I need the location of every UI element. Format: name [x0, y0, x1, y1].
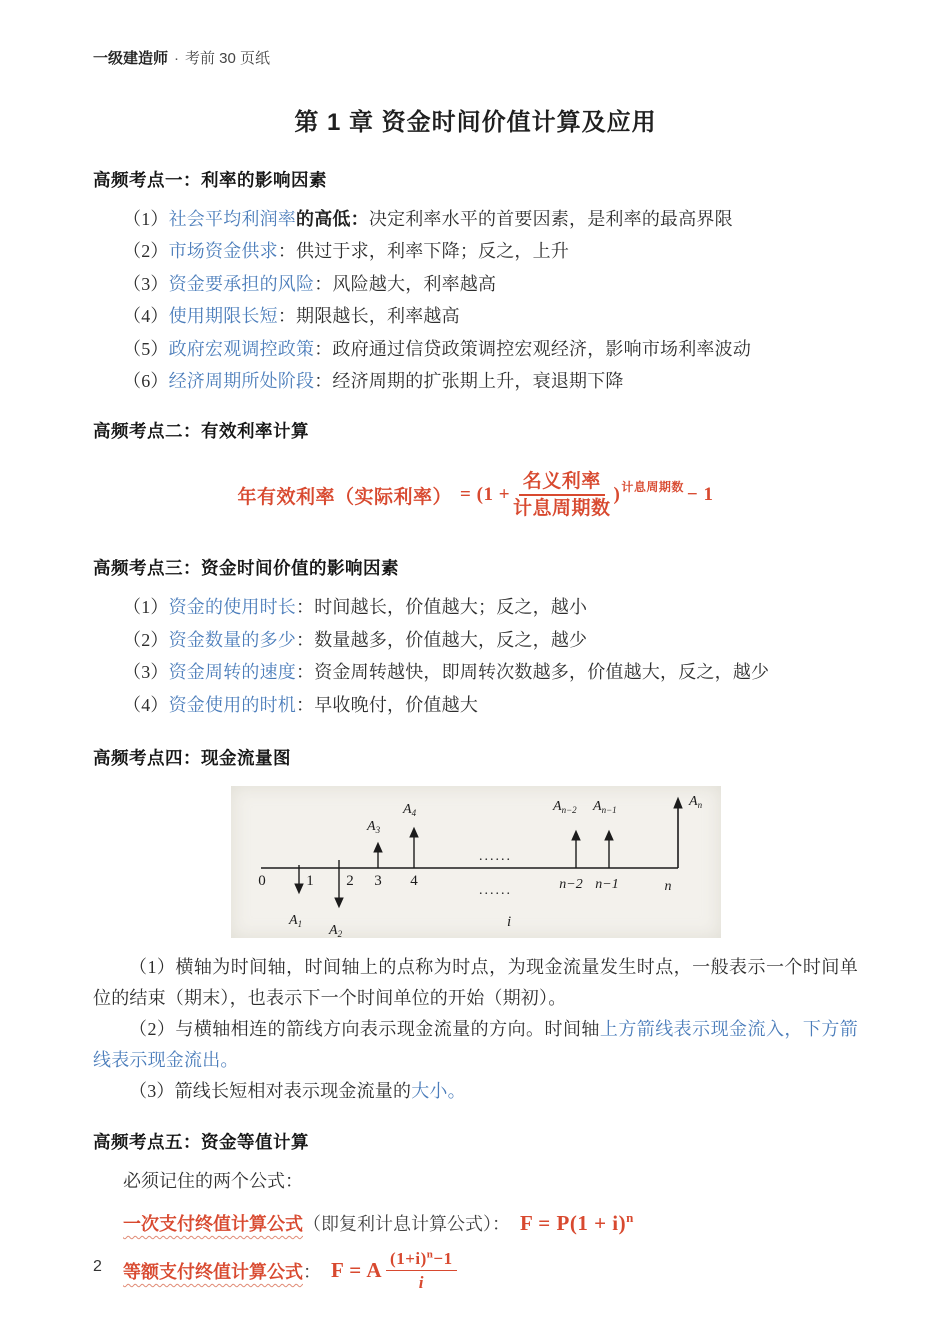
up-arrowhead-a3 — [374, 843, 382, 852]
label-a3: $A_3$ — [366, 819, 380, 836]
section-1-list — [93, 203, 858, 397]
annuity-formula-line — [93, 1248, 858, 1294]
item-number: （3） — [123, 273, 169, 294]
formula-lhs: 年有效利率（实际利率） — [237, 486, 453, 508]
formula-equals: = (1 + — [460, 484, 511, 506]
fraction-denominator: 计息周期数 — [513, 498, 611, 520]
item-number: （5） — [123, 338, 169, 359]
up-arrowhead-an — [674, 798, 682, 808]
formula-term: 一次支付终值计算公式 — [123, 1214, 303, 1235]
list-item: （3）资金要承担的风险：风险越大，利率越高 — [123, 273, 497, 294]
fraction-denominator: i — [418, 1273, 424, 1293]
formula-note: （即复利计息计算公式）： — [303, 1214, 510, 1235]
item-number: （4） — [123, 694, 169, 715]
diagram-notes — [93, 952, 858, 1107]
item-desc: 数量越多，价值越大，反之，越少 — [314, 629, 588, 650]
note-paragraph: （2）与横轴相连的箭线方向表示现金流量的方向。时间轴上方箭线表示现金流入，下方箭线表示现金流出。 — [93, 1019, 858, 1071]
item-term: 政府宏观调控政策 — [168, 338, 315, 359]
item-number: （2） — [123, 629, 169, 650]
label-an1: $A_{n-1}$ — [592, 799, 617, 816]
tick-n-2: n−2 — [558, 877, 583, 893]
section-3-list — [93, 591, 858, 721]
fraction-numerator: 名义利率 — [519, 470, 605, 497]
chapter-title: 第 1 章 资金时间价值计算及应用 — [294, 109, 657, 136]
up-arrowhead-an2 — [572, 831, 580, 840]
list-item: （6）经济周期所处阶段：经济周期的扩张期上升，衰退期下降 — [123, 371, 624, 392]
section-heading-2: 高频考点二：有效利率计算 — [93, 421, 309, 442]
dots-lower: ...... — [478, 883, 512, 899]
tick-1: 1 — [305, 873, 314, 890]
cash-flow-diagram — [231, 786, 721, 938]
item-desc: 时间越长，价值越大；反之，越小 — [314, 597, 588, 618]
item-number: （1） — [123, 209, 169, 229]
formulas-intro: 必须记住的两个公式： — [123, 1171, 303, 1192]
item-bold: 的高低： — [296, 209, 369, 229]
up-arrowhead-an1 — [605, 831, 613, 840]
item-desc: 决定利率水平的首要因素，是利率的最高界限 — [368, 209, 733, 229]
item-term: 资金周转的速度 — [168, 662, 297, 683]
item-term: 资金的使用时长 — [168, 597, 297, 618]
item-desc: 资金周转越快，即周转次数越多，价值越大，反之，越少 — [314, 662, 770, 683]
section-heading-1: 高频考点一：利率的影响因素 — [93, 170, 327, 190]
item-desc: 政府通过信贷政策调控宏观经济，影响市场利率波动 — [332, 338, 752, 359]
section-heading-4: 高频考点四：现金流量图 — [93, 748, 291, 769]
item-term: 资金数量的多少 — [168, 629, 297, 650]
formula-colon: ： — [303, 1261, 321, 1282]
formula-term: 等额支付终值计算公式 — [123, 1261, 303, 1282]
tick-3: 3 — [373, 873, 382, 890]
list-item: （5）政府宏观调控政策：政府通过信贷政策调控宏观经济，影响市场利率波动 — [123, 338, 752, 359]
tick-4: 4 — [409, 873, 418, 890]
section-heading-3: 高频考点三：资金时间价值的影响因素 — [93, 558, 399, 579]
dots-upper: ...... — [478, 849, 512, 865]
label-an2: $A_{n-2}$ — [552, 799, 577, 816]
item-term: 市场资金供求 — [168, 241, 278, 262]
formula-exponent: n — [626, 1210, 634, 1226]
item-term: 经济周期所处阶段 — [168, 371, 315, 392]
note-paragraph: （1）横轴为时间轴，时间轴上的点称为时点，为现金流量发生时点，一般表示一个时间单位的结束（期末），也表示下一个时间单位的开始（期初）。 — [93, 957, 858, 1009]
header-separator: · — [174, 50, 180, 67]
item-number: （2） — [123, 241, 169, 262]
item-desc: 风险越大，利率越高 — [332, 273, 497, 294]
tick-n-1: n−1 — [594, 877, 619, 893]
tick-n: n — [664, 879, 671, 895]
label-a2: $A_2$ — [328, 923, 342, 939]
tick-0: 0 — [257, 873, 266, 890]
item-term: 使用期限长短 — [168, 306, 278, 327]
label-an: $A_n$ — [688, 794, 702, 811]
header-brand: 一级建造师 — [93, 50, 169, 67]
label-a4: $A_4$ — [402, 802, 416, 819]
formula-exponent: 计息周期数 — [621, 479, 684, 494]
fraction-numerator: $(1+i)^n-1$ — [386, 1248, 457, 1271]
item-desc: 期限越长，利率越高 — [296, 306, 460, 327]
label-a1: $A_1$ — [288, 913, 302, 930]
item-number: （6） — [123, 371, 169, 392]
item-desc: 早收晚付，价值越大 — [314, 694, 479, 715]
cash-flow-diagram-container — [93, 786, 858, 938]
item-term: 社会平均利润率 — [168, 209, 297, 229]
formula-tail: − 1 — [686, 484, 714, 506]
list-item: （4）资金使用的时机：早收晚付，价值越大 — [123, 694, 479, 715]
item-number: （4） — [123, 306, 169, 327]
formula-fraction — [513, 470, 611, 522]
formula-expression: F = A — [331, 1258, 383, 1283]
list-item — [93, 203, 858, 235]
header-subtitle: 考前 30 页纸 — [185, 50, 271, 67]
list-item: （1）资金的使用时长：时间越长，价值越大；反之，越小 — [123, 597, 588, 618]
down-arrowhead-a1 — [295, 884, 303, 893]
note-paragraph: （3）箭线长短相对表示现金流量的大小。 — [129, 1081, 466, 1102]
section-heading-5: 高频考点五：资金等值计算 — [93, 1132, 309, 1153]
item-number: （1） — [123, 597, 169, 618]
down-arrowhead-a2 — [335, 898, 343, 907]
item-desc: 经济周期的扩张期上升，衰退期下降 — [332, 371, 624, 392]
formula-expression: $F = P(1 + i)^n$ — [520, 1210, 634, 1236]
formula-fraction — [386, 1248, 457, 1294]
effective-rate-formula — [93, 459, 858, 531]
list-item: （3）资金周转的速度：资金周转越快，即周转次数越多，价值越大，反之，越少 — [123, 662, 770, 683]
formula-close-paren: ) — [613, 484, 621, 506]
item-desc: 供过于求，利率下降；反之，上升 — [296, 241, 570, 262]
page-header — [93, 47, 858, 68]
up-arrowhead-a4 — [410, 828, 418, 837]
item-term: 资金使用的时机 — [168, 694, 297, 715]
tick-2: 2 — [345, 873, 354, 890]
list-item: （2）资金数量的多少：数量越多，价值越大，反之，越少 — [123, 629, 588, 650]
interest-rate-label: i — [506, 914, 511, 931]
single-payment-formula-line — [93, 1210, 858, 1236]
list-item: （4）使用期限长短：期限越长，利率越高 — [123, 306, 460, 327]
list-item: （2）市场资金供求：供过于求，利率下降；反之，上升 — [123, 241, 570, 262]
item-term: 资金要承担的风险 — [168, 273, 315, 294]
item-number: （3） — [123, 662, 169, 683]
page-number: 2 — [93, 1258, 102, 1275]
